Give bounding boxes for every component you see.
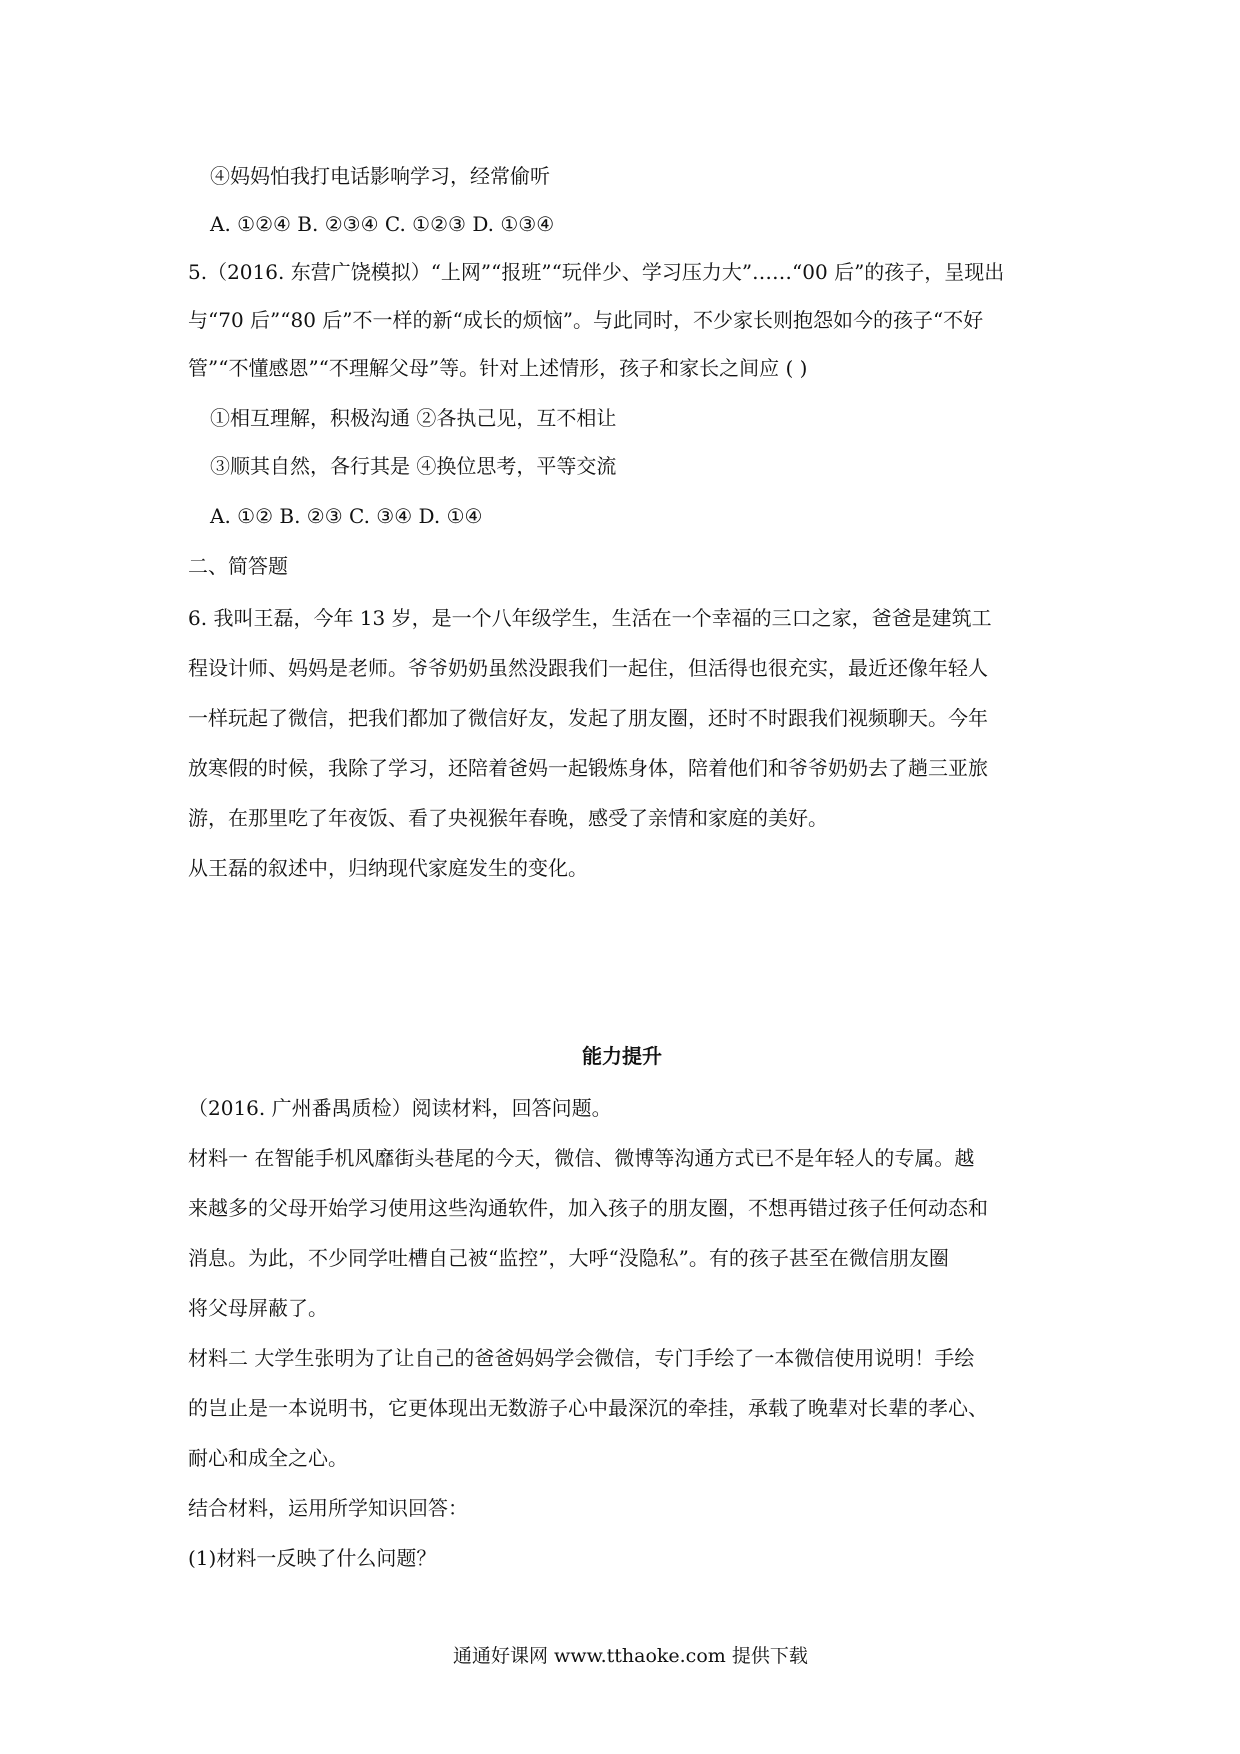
section-heading-short-answer: 二、简答题 bbox=[188, 554, 288, 578]
footer-source: 通通好课网 www.tthaoke.com 提供下载 bbox=[453, 1645, 808, 1667]
q5-items-row-1: ①相互理解，积极沟通 ②各执己见，互不相让 bbox=[210, 406, 617, 430]
material-2-line-2: 的岂止是一本说明书，它更体现出无数游子心中最深沉的牵挂，承载了晚辈对长辈的孝心、 bbox=[188, 1396, 988, 1420]
q5-stem-line-1: 5.（2016. 东营广饶模拟）“上网”“报班”“玩伴少、学习压力大”……“00 后”的孩子，呈现出 bbox=[188, 260, 1005, 284]
material-2-line-3: 耐心和成全之心。 bbox=[188, 1446, 348, 1470]
q5-stem-line-2: 与“70 后”“80 后”不一样的新“成长的烦恼”。与此同时，不少家长则抱怨如今的孩子“不好 bbox=[188, 308, 984, 332]
material-1-line-4: 将父母屏蔽了。 bbox=[188, 1296, 328, 1320]
section-title-ability: 能力提升 bbox=[582, 1044, 662, 1068]
material-1-line-1: 材料一 在智能手机风靡街头巷尾的今天，微信、微博等沟通方式已不是年轻人的专属。越 bbox=[188, 1146, 975, 1170]
q5-options: A. ①② B. ②③ C. ③④ D. ①④ bbox=[210, 504, 483, 528]
material-1-line-2: 来越多的父母开始学习使用这些沟通软件，加入孩子的朋友圈，不想再错过孩子任何动态和 bbox=[188, 1196, 988, 1220]
material-1-line-3: 消息。为此，不少同学吐槽自己被“监控”，大呼“没隐私”。有的孩子甚至在微信朋友圈 bbox=[188, 1246, 949, 1270]
q4-options: A. ①②④ B. ②③④ C. ①②③ D. ①③④ bbox=[210, 212, 555, 236]
q5-items-row-2: ③顺其自然，各行其是 ④换位思考，平等交流 bbox=[210, 454, 617, 478]
ability-intro: （2016. 广州番禺质检）阅读材料，回答问题。 bbox=[188, 1096, 612, 1120]
ability-prompt: 结合材料，运用所学知识回答： bbox=[188, 1496, 468, 1520]
q5-stem-line-3: 管”“不懂感恩”“不理解父母”等。针对上述情形，孩子和家长之间应 ( ) bbox=[188, 356, 808, 380]
q6-line-5: 游，在那里吃了年夜饭、看了央视猴年春晚，感受了亲情和家庭的美好。 bbox=[188, 806, 828, 830]
q6-line-1: 6. 我叫王磊，今年 13 岁，是一个八年级学生，生活在一个幸福的三口之家，爸爸是建筑工 bbox=[188, 606, 992, 630]
material-2-line-1: 材料二 大学生张明为了让自己的爸爸妈妈学会微信，专门手绘了一本微信使用说明！手绘 bbox=[188, 1346, 975, 1370]
q6-line-3: 一样玩起了微信，把我们都加了微信好友，发起了朋友圈，还时不时跟我们视频聊天。今年 bbox=[188, 706, 988, 730]
ability-question-1: (1)材料一反映了什么问题？ bbox=[188, 1546, 437, 1570]
q4-item-4: ④妈妈怕我打电话影响学习，经常偷听 bbox=[210, 164, 550, 188]
q6-line-2: 程设计师、妈妈是老师。爷爷奶奶虽然没跟我们一起住，但活得也很充实，最近还像年轻人 bbox=[188, 656, 988, 680]
q6-question: 从王磊的叙述中，归纳现代家庭发生的变化。 bbox=[188, 856, 588, 880]
q6-line-4: 放寒假的时候，我除了学习，还陪着爸妈一起锻炼身体，陪着他们和爷爷奶奶去了趟三亚旅 bbox=[188, 756, 988, 780]
